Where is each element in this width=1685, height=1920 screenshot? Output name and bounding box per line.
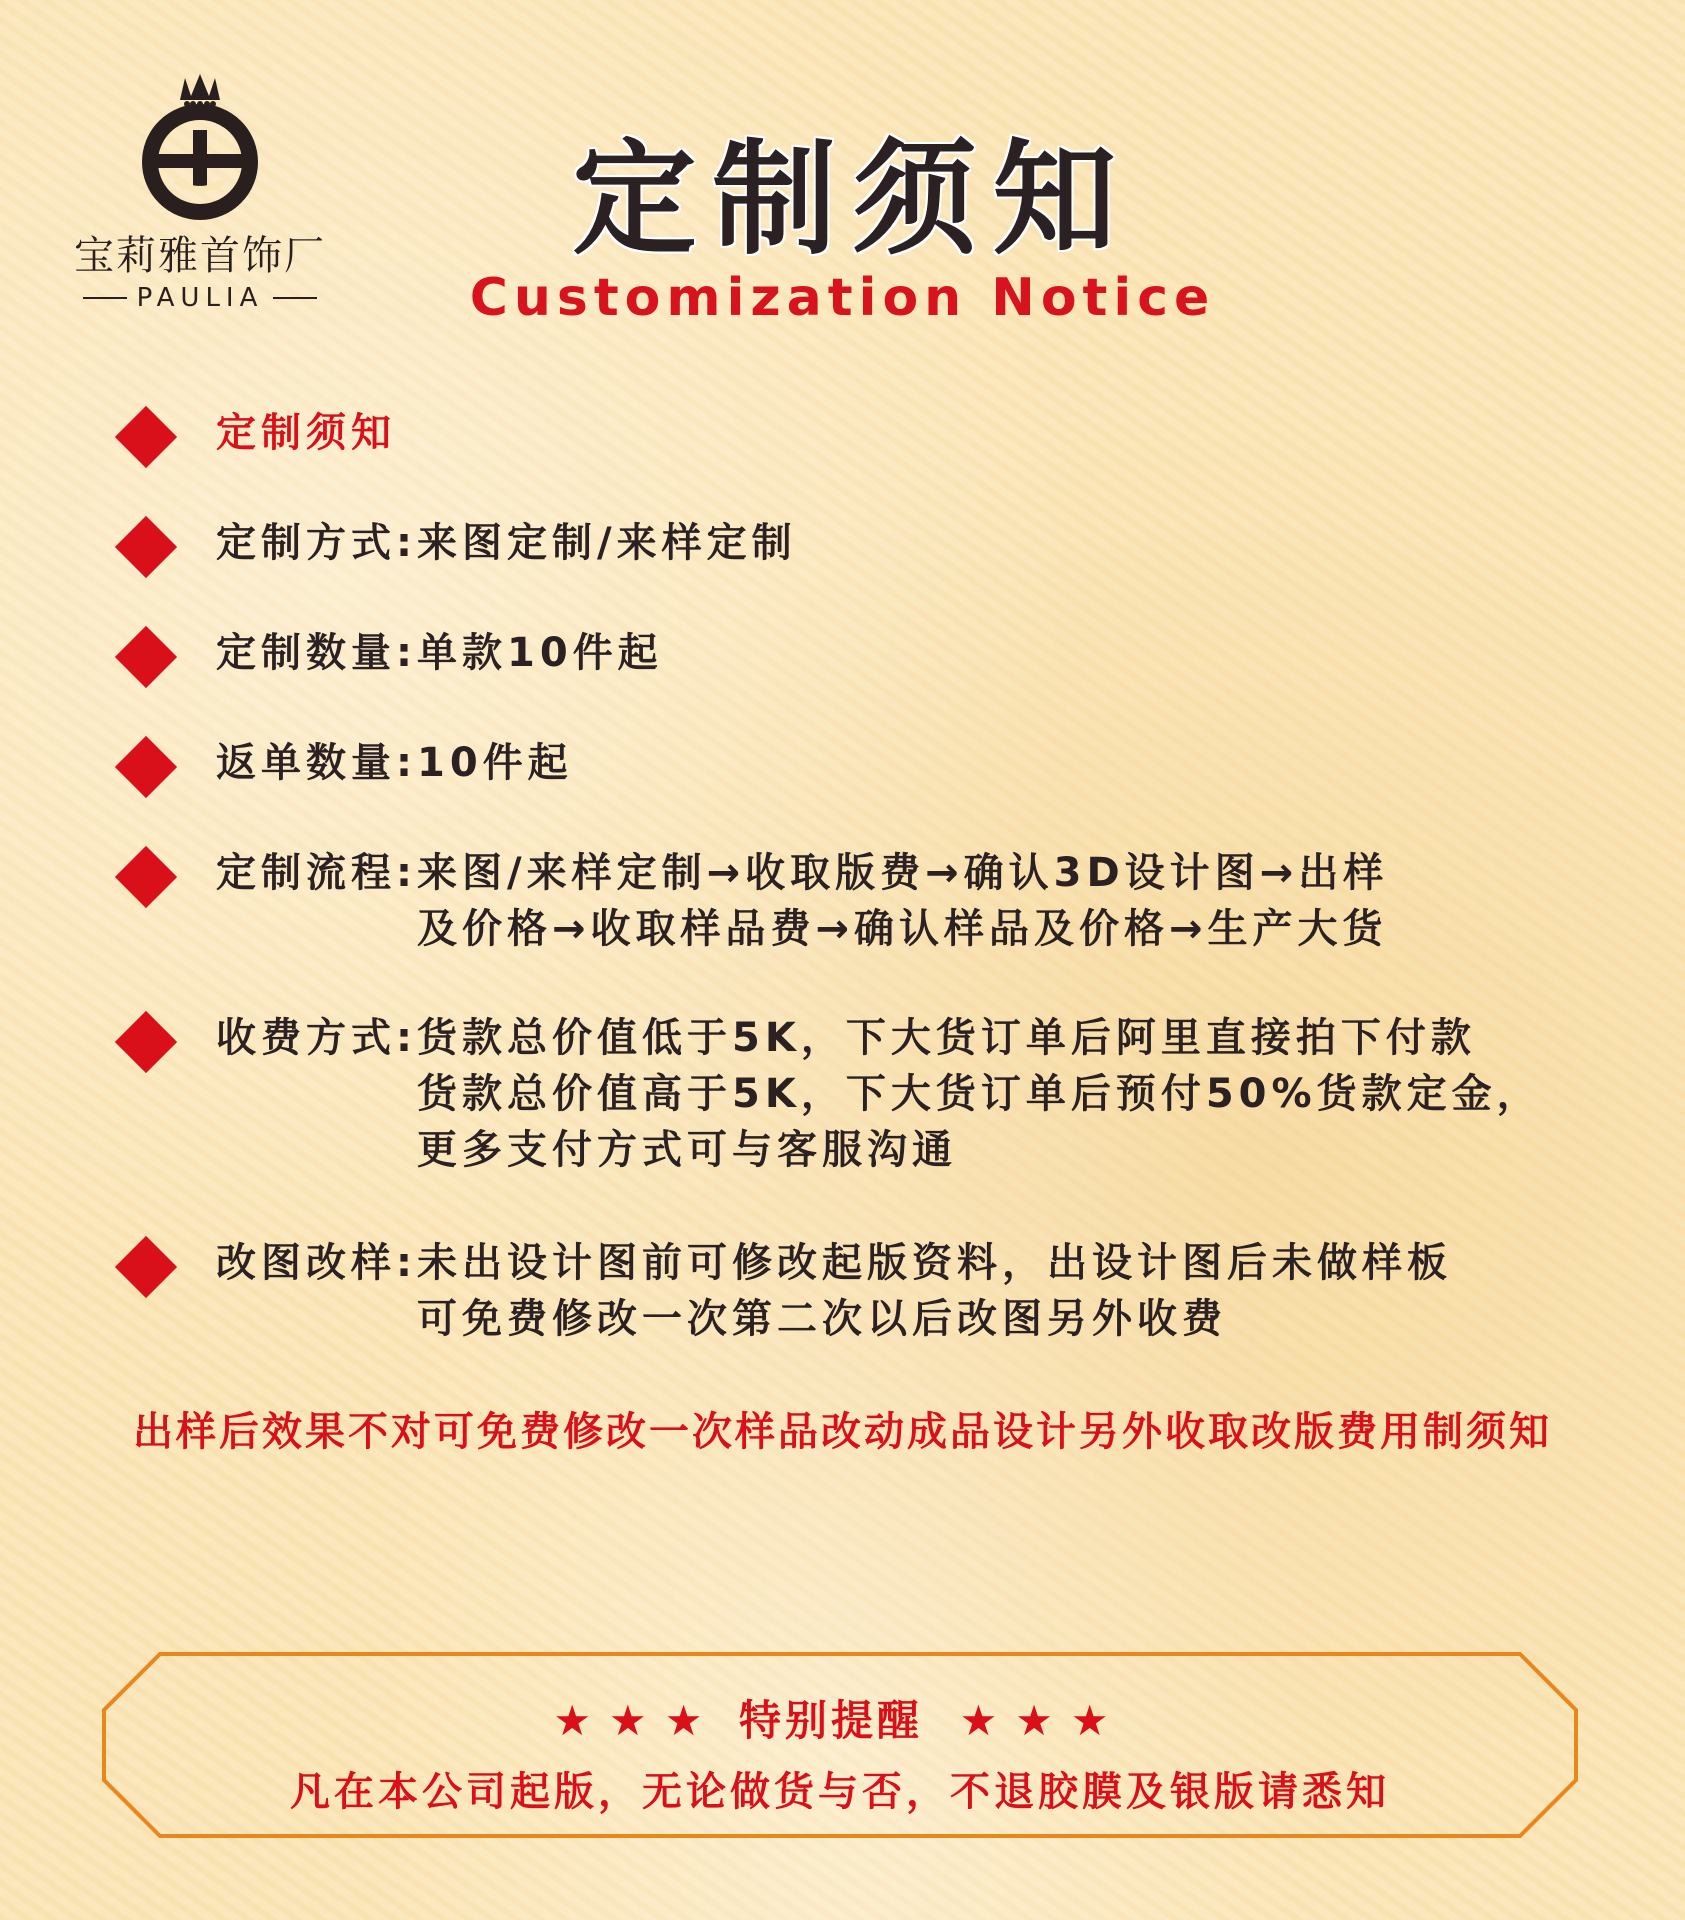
diamond-bullet-icon <box>115 846 177 908</box>
brand-name-en-text: PAULIA <box>136 283 264 313</box>
list-item <box>110 845 1610 957</box>
list-item <box>110 1235 1610 1347</box>
item-line: 10件起 <box>417 740 573 786</box>
item-label: 定制方式: <box>216 520 417 566</box>
item-line: 未出设计图前可修改起版资料，出设计图后未做样板 <box>417 1240 1452 1286</box>
item-line: 来图/来样定制→收取版费→确认3D设计图→出样 <box>417 850 1389 896</box>
page-title <box>0 100 1685 278</box>
item-label: 定制数量: <box>216 630 417 676</box>
list-item <box>110 405 1610 461</box>
item-label: 改图改样: <box>216 1240 417 1286</box>
list-item <box>110 735 1610 791</box>
diamond-bullet-icon <box>115 1011 177 1073</box>
brand-name: 宝莉雅首饰厂 <box>74 233 326 279</box>
diamond-bullet-icon <box>115 406 177 468</box>
page-title-en-text: Customization Notice <box>469 268 1216 328</box>
list-item <box>110 625 1610 681</box>
diamond-bullet-icon <box>115 626 177 688</box>
diamond-bullet-icon <box>115 1236 177 1298</box>
star-icon: ★★★ <box>959 1696 1127 1745</box>
item-label: 定制须知 <box>216 410 396 456</box>
item-line: 更多支付方式可与客服沟通 <box>417 1127 957 1173</box>
reminder-text: 凡在本公司起版，无论做货与否，不退胶膜及银版请悉知 <box>290 1769 1390 1815</box>
item-label: 返单数量: <box>216 740 417 786</box>
item-line: 货款总价值低于5K，下大货订单后阿里直接拍下付款 <box>417 1015 1476 1061</box>
item-line: 单款10件起 <box>417 630 663 676</box>
list-item <box>110 515 1610 571</box>
reminder-title-text: 特别提醒 <box>738 1696 923 1745</box>
diamond-bullet-icon <box>115 736 177 798</box>
item-line: 可免费修改一次第二次以后改图另外收费 <box>417 1296 1227 1342</box>
red-notice: 出样后效果不对可免费修改一次样品改动成品设计另外收取改版费用制须知 <box>133 1409 1552 1455</box>
page-title-cn: 定制须知 <box>572 128 1133 272</box>
list-item <box>110 1010 1610 1178</box>
item-label: 收费方式: <box>216 1015 417 1061</box>
item-line: 来图定制/来样定制 <box>417 520 797 566</box>
star-icon: ★★★ <box>553 1696 721 1745</box>
item-label: 定制流程: <box>216 850 417 896</box>
reminder-title <box>100 1688 1580 1748</box>
diamond-bullet-icon <box>115 516 177 578</box>
item-line: 货款总价值高于5K，下大货订单后预付50%货款定金， <box>417 1071 1542 1117</box>
special-reminder-box <box>100 1650 1580 1840</box>
item-line: 及价格→收取样品费→确认样品及价格→生产大货 <box>417 906 1388 952</box>
page-title-en <box>0 268 1685 328</box>
